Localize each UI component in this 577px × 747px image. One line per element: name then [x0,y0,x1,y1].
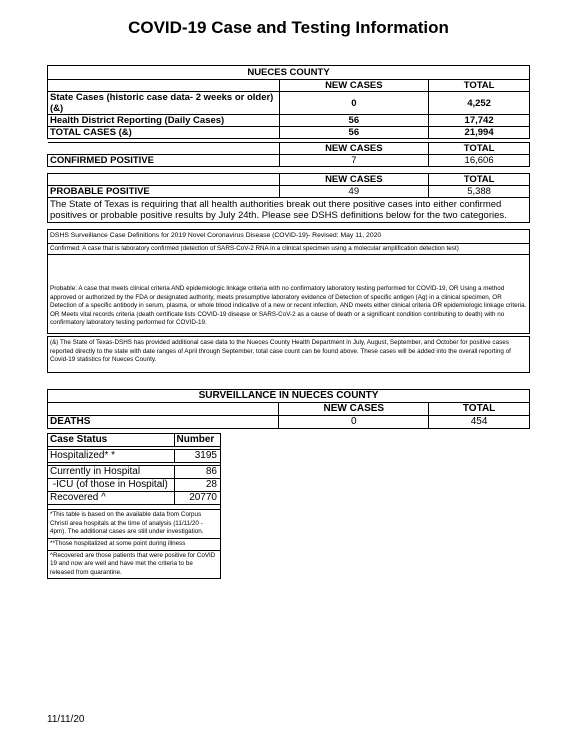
table-row [48,466,221,479]
table-row [48,450,221,463]
county-header: NUECES COUNTY [48,66,530,80]
row-new: 56 [279,127,429,139]
row-total: 21,994 [429,127,530,139]
probable-definition: Probable: A case that meets clinical criteria AND epidemiologic linkage criteria with no confirmatory laboratory testing performed for COVID-19, OR Using a method approved or authorized by the FDA or designated authority, meets presumptive laboratory evidence of Detection of specific antigen (Ag) in a clinical specimen, OR Detection of a specific antibody in serum, plasma, or whole blood indicative of a new or recent infection, AND meets either clinical criteria OR epidemiologic linkage criteria. OR Meets vital records criteria (death certificate lists COVID-19 disease or SARS-CoV-2 as a cause of death or a significant condition contributing to death) with no confirmatory laboratory testing performed for COVID-19. [50,285,527,326]
new-cases-header: NEW CASES [279,80,429,92]
status-label: Currently in Hospital [48,466,175,479]
county-header-row [48,66,530,80]
table-row [48,115,530,127]
status-value: 86 [174,466,221,479]
probable-label: PROBABLE POSITIVE [48,186,280,198]
table-row [48,127,530,139]
confirmed-definition: Confirmed: A case that is laboratory confirmed (detection of SARS-CoV-2 RNA in a clinical specimen using a molecular amplification detection test) [48,243,529,256]
total-header: TOTAL [429,174,530,186]
table-row [48,92,530,115]
probable-row [48,186,530,198]
deaths-new: 0 [279,416,429,429]
row-new: 56 [279,115,429,127]
column-header-row [48,80,530,92]
case-status-table [47,433,221,579]
new-cases-header: NEW CASES [279,174,429,186]
row-new: 0 [279,92,429,115]
surveillance-header: SURVEILLANCE IN NUECES COUNTY [48,390,530,403]
confirmed-total: 16,606 [429,155,530,167]
deaths-row [48,416,530,429]
total-header: TOTAL [429,143,530,155]
status-value: 20770 [174,492,221,505]
confirmed-new: 7 [279,155,429,167]
new-cases-header: NEW CASES [279,143,429,155]
surveillance-table [47,389,530,429]
status-label: Hospitalized* * [48,450,175,463]
hospitalized-note: **Those hospitalized at some point during illness [48,538,221,550]
definitions-title: DSHS Surveillance Case Definitions for 2019 Novel Coronavirus Disease (COVID-19)- Revised: May 11, 2020 [50,232,382,239]
hospital-note: *This table is based on the available data from Corpus Christi area hospitals at the time of analysis (11/11/20 - 4pm). The additional cases are still under investigation. [48,510,221,539]
recovered-note: ^Recovered are those patients that were positive for CoVID 19 and now are well and have met the criteria to be released from quarantine. [48,550,221,579]
row-label: State Cases (historic case data- 2 weeks or older)(&) [48,92,280,115]
status-value: 28 [174,479,221,492]
report-date: 11/11/20 [47,714,85,725]
row-total: 4,252 [429,92,530,115]
status-value: 3195 [174,450,221,463]
column-header-row [48,174,530,186]
table-row [48,479,221,492]
column-header-row [48,434,221,447]
new-cases-header: NEW CASES [279,403,429,416]
table-row [48,492,221,505]
case-status-header: Case Status [48,434,175,447]
row-total: 17,742 [429,115,530,127]
confirmed-label: CONFIRMED POSITIVE [48,155,280,167]
column-header-row [48,403,530,416]
status-label: -ICU (of those in Hospital) [48,479,175,492]
definitions-box [47,229,530,334]
total-header: TOTAL [429,403,530,416]
probable-total: 5,388 [429,186,530,198]
deaths-total: 454 [429,416,530,429]
confirmed-row [48,155,530,167]
probable-new: 49 [279,186,429,198]
total-header: TOTAL [429,80,530,92]
state-note: The State of Texas is requiring that all health authorities break out there positive cases into either confirmed positives or probable positive results by July 24th. Please see DSHS definitions below for the two categories. [48,198,530,223]
row-label: Health District Reporting (Daily Cases) [48,115,280,127]
deaths-label: DEATHS [48,416,279,429]
row-label: TOTAL CASES (&) [48,127,280,139]
number-header: Number [174,434,221,447]
county-cases-table [47,65,530,223]
ampersand-note: (&) The State of Texas-DSHS has provided additional case data to the Nueces County Health Department in July, August, September, and October for positive cases reported directly to the state with date ranges of April through September, total case count can be found above. These cases will be added into the overall reporting of Covid-19 statistics for Nueces County. [47,336,530,373]
page-title: COVID-19 Case and Testing Information [128,18,449,37]
status-label: Recovered ^ [48,492,175,505]
column-header-row [48,143,530,155]
